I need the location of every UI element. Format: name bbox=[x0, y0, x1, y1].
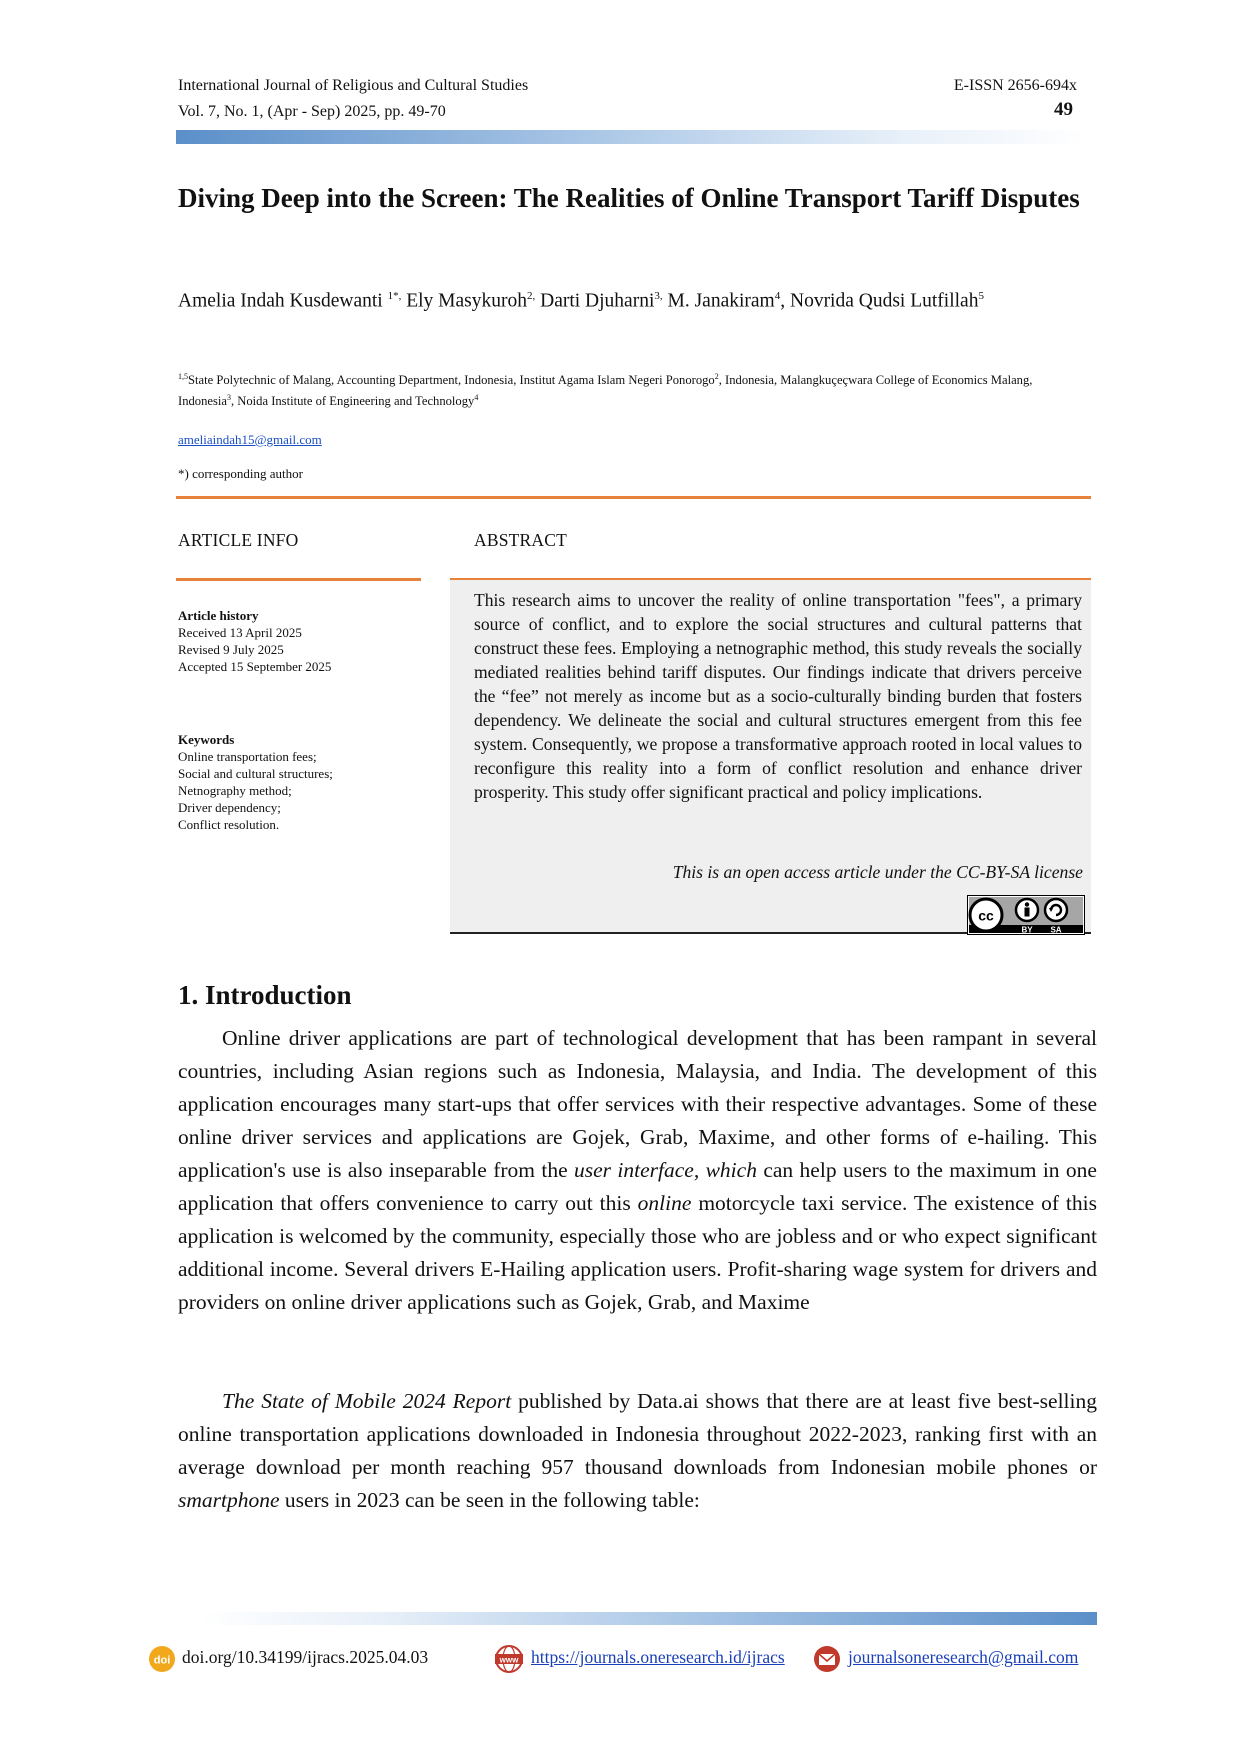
abstract-text: This research aims to uncover the reality of online transportation "fees", a primary source of conflict, and to explore the social structures and cultural patterns that construct these fees. Employing a netnographic method, this study reveals the socially mediated realities behind tariff disputes. Our findings indicate that drivers perceive the “fee” not merely as income but as a socio-culturally binding burden that fosters dependency. We delineate the social and cultural structures emergent from this fee system. Consequently, we propose a transformative approach rooted in local values to reconfigure this reality into a form of conflict resolution and enhance driver prosperity. This study offer significant practical and policy implications. bbox=[474, 590, 1082, 802]
affil-sup: 4 bbox=[474, 393, 479, 403]
page-number: 49 bbox=[1054, 99, 1073, 120]
doi-text[interactable]: doi.org/10.34199/ijracs.2025.04.03 bbox=[182, 1647, 429, 1667]
author-sup: 2, bbox=[526, 290, 536, 302]
keyword-item: Driver dependency; bbox=[178, 800, 281, 815]
svg-text:cc: cc bbox=[978, 907, 994, 924]
keyword-item: Conflict resolution. bbox=[178, 817, 280, 832]
www-globe-icon bbox=[494, 1645, 524, 1673]
doi-icon-label: doi bbox=[153, 1654, 171, 1667]
p2-text: published by Data.ai shows that there are at least five best-selling online transportation applications downloaded in Indonesia throughout 2022-2023, ranking first with an average download per month reaching 957 thousand downloads from Indonesian mobile phones or bbox=[178, 1389, 1097, 1479]
author-sup: 3, bbox=[654, 290, 663, 302]
p2-italic: smartphone bbox=[178, 1488, 280, 1512]
badge-by: BY bbox=[1021, 925, 1033, 935]
affil-sup: 2 bbox=[714, 372, 719, 381]
author-name: Darti Djuharni bbox=[535, 290, 655, 312]
journal-url-link[interactable]: https://journals.oneresearch.id/ijracs bbox=[531, 1647, 785, 1667]
corresponding-note: *) corresponding author bbox=[178, 466, 303, 481]
affil-text: , Noida Institute of Engineering and Technology bbox=[230, 394, 475, 409]
badge-sa: SA bbox=[1050, 925, 1062, 935]
author-name: , Novrida Qudsi Lutfillah bbox=[780, 290, 979, 312]
affil-text: , Indonesia, Malangkuçeçwara College of Economics Malang, Indonesia bbox=[178, 373, 1033, 409]
header-gradient-bar bbox=[176, 130, 1086, 144]
article-info-heading: ARTICLE INFO bbox=[178, 530, 299, 550]
history-label: Article history bbox=[178, 608, 259, 623]
keyword-item: Netnography method; bbox=[178, 783, 292, 798]
intro-paragraph-1 bbox=[178, 1022, 1097, 1319]
article-info-divider bbox=[176, 578, 421, 581]
cc-by-sa-badge-icon[interactable] bbox=[967, 895, 1085, 935]
email-envelope-icon bbox=[812, 1645, 842, 1673]
license-statement: This is an open access article under the CC-BY-SA license bbox=[672, 862, 1083, 882]
received-date: Received 13 April 2025 bbox=[178, 625, 302, 640]
affil-sup: 3 bbox=[226, 393, 231, 403]
author-sup: 4 bbox=[774, 290, 781, 302]
p1-italic: online bbox=[637, 1191, 692, 1215]
journal-name: International Journal of Religious and Cultural Studies bbox=[178, 77, 529, 94]
keyword-item: Social and cultural structures; bbox=[178, 766, 333, 781]
p2-italic: The State of Mobile 2024 Report bbox=[222, 1389, 512, 1413]
affil-text: State Polytechnic of Malang, Accounting Department, Indonesia, Institut Agama Islam Negeri Ponorogo bbox=[188, 373, 715, 388]
intro-paragraph-2 bbox=[178, 1385, 1097, 1517]
volume-info: Vol. 7, No. 1, (Apr - Sep) 2025, pp. 49-70 bbox=[178, 103, 446, 120]
www-icon-label: www bbox=[499, 1655, 519, 1665]
author-name: Amelia Indah Kusdewanti bbox=[178, 290, 388, 312]
affil-sup: 1,5 bbox=[178, 372, 188, 381]
p1-italic: user interface, which bbox=[574, 1158, 757, 1182]
author-sup: 1*, bbox=[387, 290, 402, 302]
article-history bbox=[178, 607, 331, 675]
doi-icon bbox=[148, 1645, 176, 1673]
keywords bbox=[178, 731, 333, 833]
p2-text: users in 2023 can be seen in the following table: bbox=[279, 1488, 700, 1512]
section-divider bbox=[176, 496, 1091, 499]
journal-email-link[interactable]: journalsoneresearch@gmail.com bbox=[848, 1647, 1079, 1667]
author-sup: 5 bbox=[978, 290, 984, 302]
keywords-label: Keywords bbox=[178, 732, 235, 747]
p1-text: can help users to the maximum in one application that offers convenience to carry out this bbox=[178, 1158, 1097, 1215]
p1-text: motorcycle taxi service. The existence of this application is welcomed by the community, especially those who are jobless and or who expect significant additional income. Several drivers E-Hailing application users. Profit-sharing wage system for drivers and providers on online driver applications such as Gojek, Grab, and Maxime bbox=[178, 1191, 1097, 1314]
author-name: M. Janakiram bbox=[662, 290, 775, 312]
author-name: Ely Masykuroh bbox=[401, 290, 527, 312]
author-list bbox=[178, 282, 1068, 316]
keyword-item: Online transportation fees; bbox=[178, 749, 317, 764]
affiliations bbox=[178, 368, 1078, 410]
revised-date: Revised 9 July 2025 bbox=[178, 642, 284, 657]
p1-text: Online driver applications are part of technological development that has been rampant in several countries, including Asian regions such as Indonesia, Malaysia, and India. The development of this application encourages many start-ups that offer services with their respective advantages. Some of these online driver services and applications are Gojek, Grab, Maxime, and other forms of e-hailing. This application's use is also inseparable from the bbox=[178, 1026, 1097, 1182]
introduction-heading: 1. Introduction bbox=[178, 980, 352, 1010]
footer-gradient-bar bbox=[200, 1612, 1097, 1625]
issn: E-ISSN 2656-694x bbox=[953, 77, 1077, 94]
accepted-date: Accepted 15 September 2025 bbox=[178, 659, 332, 674]
article-title: Diving Deep into the Screen: The Realities of Online Transport Tariff Disputes bbox=[178, 183, 1080, 213]
abstract-heading: ABSTRACT bbox=[474, 530, 568, 550]
author-email-link[interactable]: ameliaindah15@gmail.com bbox=[178, 432, 322, 447]
